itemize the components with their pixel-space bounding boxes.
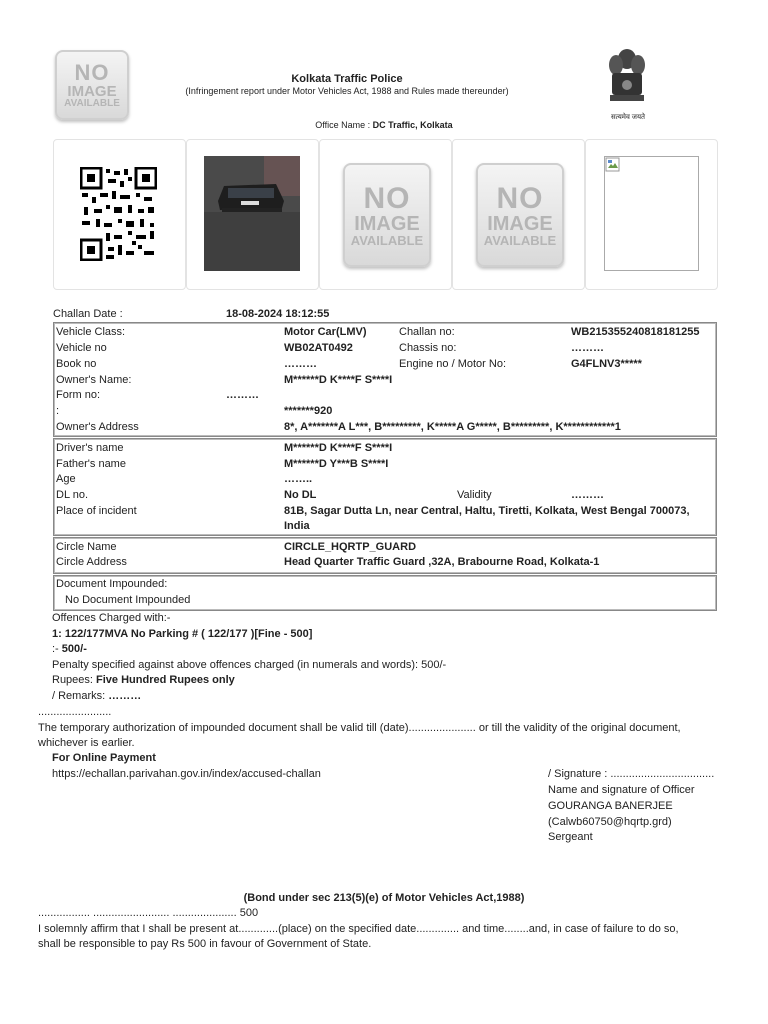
circle-address-value: Head Quarter Traffic Guard ,32A, Brabourne Road, Kolkata-1 xyxy=(284,556,600,568)
officer-label: Name and signature of Officer xyxy=(548,784,695,796)
challan-date-label: Challan Date : xyxy=(53,308,123,320)
challan-no-label: Challan no: xyxy=(399,326,455,338)
document-impounded-value: No Document Impounded xyxy=(65,594,191,606)
place-label: Place of incident xyxy=(56,505,137,517)
offence-total: :- 500/- xyxy=(52,643,87,655)
engine-label: Engine no / Motor No: xyxy=(399,358,507,370)
signature-line: / Signature : .................................. xyxy=(548,768,715,780)
vehicle-no-value: WB02AT0492 xyxy=(284,342,353,354)
no-image-placeholder: NO IMAGE AVAILABLE xyxy=(476,163,564,267)
father-name-label: Father's name xyxy=(56,458,126,470)
no-image-placeholder: NO IMAGE AVAILABLE xyxy=(343,163,431,267)
dots-line: ........................ xyxy=(38,706,112,718)
online-payment-heading: For Online Payment xyxy=(52,752,156,764)
circle-name-label: Circle Name xyxy=(56,541,117,553)
officer-name: GOURANGA BANERJEE xyxy=(548,800,673,812)
chassis-value: ……… xyxy=(571,342,604,354)
qr-code-icon xyxy=(80,167,157,261)
page-subtitle: (Infringement report under Motor Vehicles Act, 1988 and Rules made thereunder) xyxy=(185,86,509,96)
bond-text-line2: shall be responsible to pay Rs 500 in favour of Government of State. xyxy=(38,938,372,950)
owner-address-label: Owner's Address xyxy=(56,421,139,433)
offence-item: 1: 122/177MVA No Parking # ( 122/177 )[Fine - 500] xyxy=(52,628,313,640)
age-label: Age xyxy=(56,473,76,485)
validity-value: ……… xyxy=(571,489,604,501)
circle-address-label: Circle Address xyxy=(56,556,127,568)
officer-rank: Sergeant xyxy=(548,831,593,843)
book-no-label: Book no xyxy=(56,358,97,370)
dl-no-value: No DL xyxy=(284,489,317,501)
authorization-line1: The temporary authorization of impounded document shall be valid till (date)...................... or till the validity of the original document, xyxy=(38,722,681,734)
office-name: Office Name : DC Traffic, Kolkata xyxy=(315,120,453,130)
place-value-line1: 81B, Sagar Dutta Ln, near Central, Haltu, Tiretti, Kolkata, West Bengal 700073, xyxy=(284,505,690,517)
owner-name-label: Owner's Name: xyxy=(56,374,132,386)
remarks-line: / Remarks: ……… xyxy=(52,690,142,702)
authorization-line2: whichever is earlier. xyxy=(38,737,135,749)
vehicle-no-label: Vehicle no xyxy=(56,342,107,354)
challan-date-value: 18-08-2024 18:12:55 xyxy=(226,308,330,320)
challan-no-value: WB215355240818181255 xyxy=(571,326,700,338)
officer-id: (Calwb60750@hqrtp.grd) xyxy=(548,816,672,828)
penalty-text: Penalty specified against above offences charged (in numerals and words): 500/- xyxy=(52,659,447,671)
bond-text-line1: I solemnly affirm that I shall be present at.............(place) on the specified date.............. and time........and, in case of failure to do so, xyxy=(38,923,679,935)
owner-name-value: M******D K****F S****I xyxy=(284,374,393,386)
place-value-line2: India xyxy=(284,520,310,532)
book-no-value: ……… xyxy=(284,358,317,370)
bond-amount-line: ................. ......................... ..................... 500 xyxy=(38,907,259,919)
validity-label: Validity xyxy=(457,489,492,501)
colon-label: : xyxy=(56,405,60,417)
broken-image-icon xyxy=(604,156,699,271)
logo-no-image: NO IMAGE AVAILABLE xyxy=(55,50,129,120)
vehicle-photo xyxy=(204,156,300,271)
engine-value: G4FLNV3***** xyxy=(571,358,642,370)
document-impounded-label: Document Impounded: xyxy=(56,578,168,590)
rupees-line: Rupees: Five Hundred Rupees only xyxy=(52,674,235,686)
page-title: Kolkata Traffic Police xyxy=(291,73,403,85)
offences-heading: Offences Charged with:- xyxy=(52,612,171,624)
circle-name-value: CIRCLE_HQRTP_GUARD xyxy=(284,541,417,553)
form-no-label: Form no: xyxy=(56,389,101,401)
vehicle-class-label: Vehicle Class: xyxy=(56,326,126,338)
form-no-value: ……… xyxy=(226,389,259,401)
masked-number-value: *******920 xyxy=(284,405,333,417)
owner-address-value: 8*, A*******A L***, B*********, K*****A G*****, B*********, K************1 xyxy=(284,421,621,433)
age-value: …….. xyxy=(284,473,313,485)
bond-heading: (Bond under sec 213(5)(e) of Motor Vehicles Act,1988) xyxy=(243,892,525,904)
dl-no-label: DL no. xyxy=(56,489,89,501)
driver-name-value: M******D K****F S****I xyxy=(284,442,393,454)
father-name-value: M******D Y***B S****I xyxy=(284,458,389,470)
emblem-caption: सत्यमेव जयते xyxy=(610,114,646,121)
vehicle-class-value: Motor Car(LMV) xyxy=(284,326,367,338)
chassis-label: Chassis no: xyxy=(399,342,457,354)
online-payment-link[interactable]: https://echallan.parivahan.gov.in/index/accused-challan xyxy=(52,768,321,780)
driver-name-label: Driver's name xyxy=(56,442,124,454)
emblem-icon xyxy=(602,45,652,115)
